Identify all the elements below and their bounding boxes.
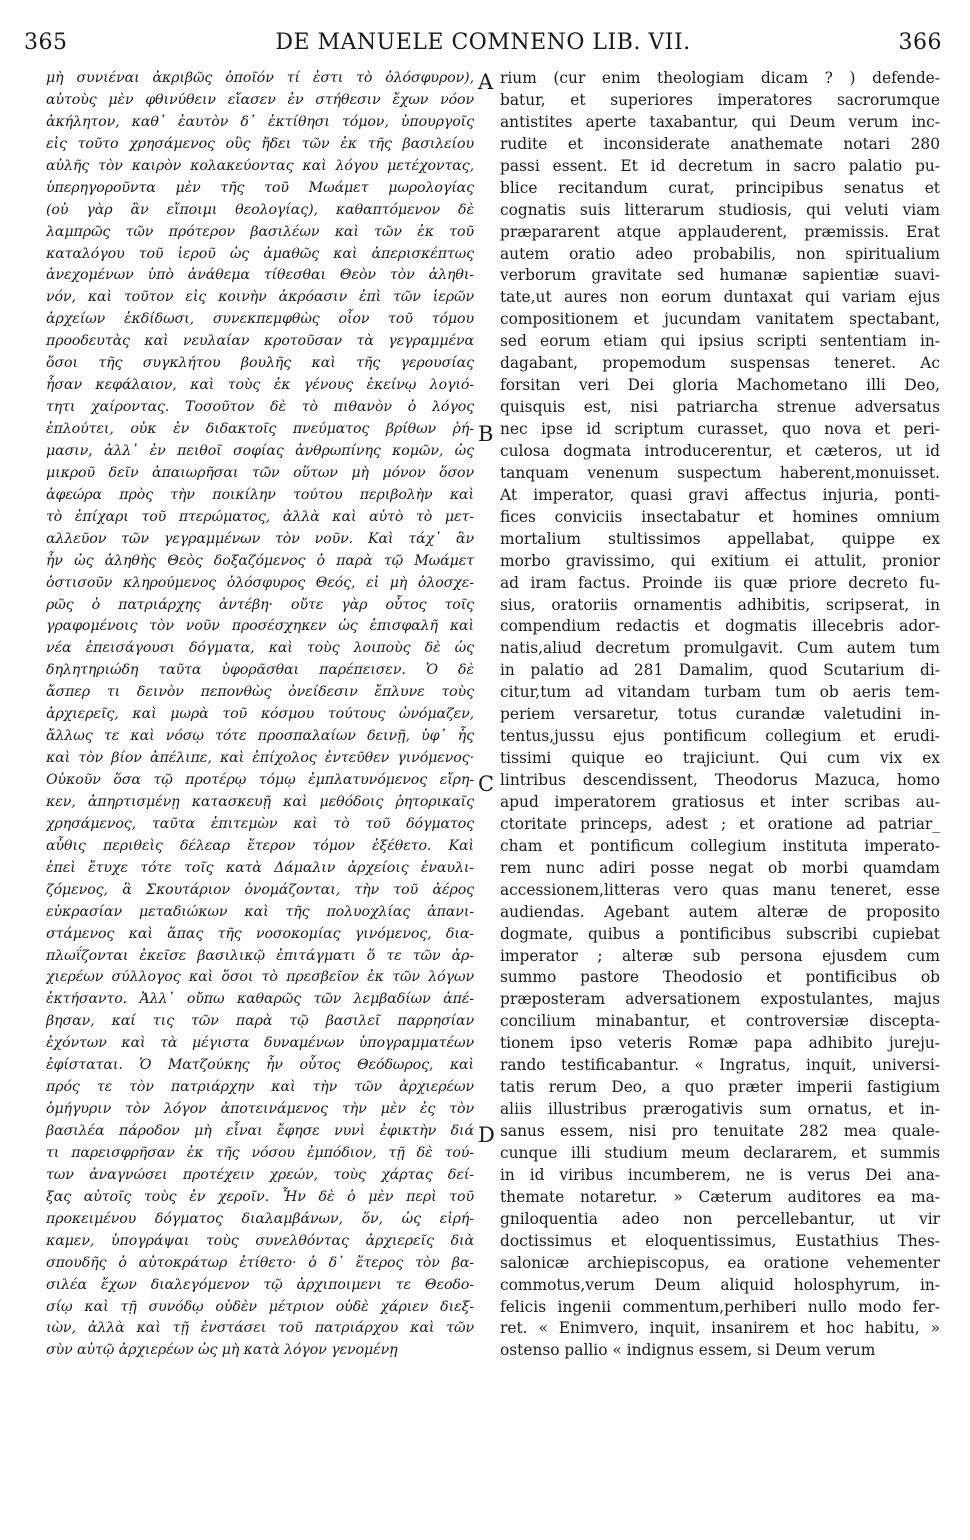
greek-text-line: ἀκήλητον, καθ᾽ ἑαυτὸν δ᾽ ἐκτίθησι τόμον, ὑπουργοῖς <box>46 113 474 130</box>
latin-text-line: forsitan veri Dei gloria Machometano illi Deo, <box>500 376 940 395</box>
greek-text-line: ιὼν, ἀλλὰ καὶ τῇ ἐνστάσει τοῦ πατριάρχου καὶ τῶν <box>46 1320 474 1337</box>
latin-text-line: sanus essem, nisi pro tenuitate 282 mea quale- <box>500 1122 940 1140</box>
latin-text-line: compositionem et jucundam vanitatem spectabant, <box>500 310 940 329</box>
greek-text-line: εὐκρασίαν μεταδιώκων καὶ τῆς πολυοχλίας ἀπανι- <box>46 903 474 920</box>
latin-text-line: passi essent. Et id decretum in sacro palatio pu- <box>500 156 940 175</box>
latin-text-line: rem nunc adiri posse negat ob morbi quamdam <box>500 858 940 877</box>
latin-text-line: in palatio ad 281 Damalim, quod Scutarium di- <box>500 661 940 680</box>
section-marker-d: D <box>478 1123 495 1147</box>
greek-text-line: ἐφίσταται. Ὁ Ματζούκης ἦν οὗτος Θεόδωρος, καὶ <box>46 1057 474 1074</box>
greek-text-line: κεν, ἀπηρτισμένῃ κατασκευῇ καὶ μεθόδοις ῥητορικαῖς <box>46 793 474 810</box>
latin-text-line: culosa dogmata introducerentur, et cæteros, ut id <box>500 441 940 460</box>
latin-text-line: in id viribus incumberem, ne is verus Dei ana- <box>500 1165 940 1184</box>
greek-text-line: ζόμενος, ἃ Σκουτάριον ὀνομάζονται, τὴν τοῦ ἀέρος <box>46 881 474 898</box>
latin-text-line: tanquam venenum suspectum haberent,monuisset. <box>500 463 940 482</box>
greek-text-line: τητι χαίροντας. Τοσοῦτον δὲ τὸ πιθανὸν ὁ λόγος <box>46 399 474 416</box>
greek-text-line: ὁστισοῦν κληρούμενος ὁλόσφυρος Θεός, εἰ μὴ ὁλοσχε- <box>46 574 474 591</box>
greek-text-line: ἄλλως τε καὶ νόσῳ τότε προσπαλαίων δεινῇ, ὑφ᾽ ἧς <box>46 728 474 745</box>
latin-text-line: ret. « Enimvero, inquit, insanirem et hoc habitu, » <box>500 1319 940 1338</box>
greek-text-line: ἀρχείων ἐκδίδωσι, συνεκπεμφθὼς οἷον τοῦ τόμου <box>46 311 474 328</box>
page-header <box>24 30 942 64</box>
greek-text-line: ἐχόντων καὶ τὰ μέγιστα δυναμένων ὑπογραμματέων <box>46 1035 474 1052</box>
latin-text-line: rium (cur enim theologiam dicam ? ) defende- <box>500 69 940 87</box>
greek-text-line: σὺν αὐτῷ ἀρχιερέων ὡς μὴ κατὰ λόγον γενομένῃ <box>46 1342 398 1359</box>
greek-text-line: μικροῦ δεῖν ἀπαιωρῆσαι τῶν οὕτων μὴ μόνον ὅσον <box>46 464 474 481</box>
latin-text-line: imperator ; alteræ sub persona ejusdem cum <box>500 946 940 965</box>
latin-text-line: accessionem,litteras vero quas manu teneret, esse <box>500 880 940 899</box>
section-marker-c: C <box>478 772 495 796</box>
greek-text-line: χιερέων σύλλογος καὶ ὅσοι τὸ πρεσβεῖον ἐκ τῶν λόγων <box>46 969 474 986</box>
greek-text-line: προοδευτὰς καὶ νευλαίαν κροτοῦσαν τὰ γεγραμμένα <box>46 333 474 350</box>
greek-text-line: σιλέα ἔχων διαλεγόμενον τῷ ἀρχιποιμενι τε Θεοδο- <box>46 1276 474 1293</box>
greek-text-line: μὴ συνιέναι ἀκριβῶς ὁποῖόν τί ἐστι τὸ ὁλόσφυρον), <box>46 70 474 86</box>
greek-text-line: χρησάμενος, ταῦτα ἐπιτεμὼν καὶ τὸ τοῦ δόγματος <box>46 815 474 832</box>
greek-text-line: τὸ ἐπίχαρι τοῦ πτερώματος, ἀλλὰ καὶ αὐτὸ τὸ μετ- <box>46 508 474 525</box>
greek-text-line: πρός τε τὸν πατριάρχην καὶ τὴν τῶν ἀρχιερέων <box>46 1079 474 1096</box>
greek-text-line: ἐπεὶ ἔτυχε τότε τοῖς κατὰ Δάμαλιν ἀρχείοις ἐναυλι- <box>46 859 474 876</box>
page-number-right: 366 <box>898 30 942 55</box>
greek-text-line: αὐτοὺς μὲν φθινύθειν εἴασεν ἐν στήθεσιν ἔχων νόον <box>46 91 474 108</box>
greek-text-line: καμεν, ὑπογράψαι τοὺς συνελθόντας ἀρχιερεῖς διὰ <box>46 1232 474 1249</box>
greek-text-line: βασιλέα πάροδον μὴ εἶναι ἔφησε νυνὶ ἐφικτὴν διά <box>46 1123 474 1139</box>
greek-text-line: των ἀναγνώσει προτέχειν χρεών, τοὺς χάρτας δεί- <box>46 1166 474 1183</box>
latin-text-line: sius, oratoriis ornamentis adhibitis, scripserat, in <box>500 595 940 614</box>
greek-text-line: ἄσπερ τι δεινὸν πεπονθὼς ὀνείδεσιν ἔπλυνε τοὺς <box>46 684 474 701</box>
latin-text-line: tissimi quique eo trajiciunt. Qui cum vix ex <box>500 749 940 768</box>
latin-text-line: morbo gravissimo, qui exitium ei attulit, pronior <box>500 551 940 570</box>
latin-text-line: ostenso pallio « indignus essem, si Deum verum <box>500 1341 876 1360</box>
latin-text-line: quisquis est, nisi patriarcha strenue adversatus <box>500 398 940 417</box>
greek-text-line: ὑπερηγοροῦντα μὲν τῆς τοῦ Μωάμετ μωρολογίας <box>46 179 474 196</box>
latin-text-line: mortalium stultissimos appellabat, quippe ex <box>500 529 940 548</box>
latin-text-line: batur, et superiores imperatores sacrorumque <box>500 90 940 109</box>
greek-text-line: πλωΐζονται ἐκεῖσε βασιλικῷ ἐπιτάγματι ὅ τε τῶν ἀρ- <box>46 947 474 964</box>
latin-text-line: commotus,verum Deum aliquid holosphyrum, in- <box>500 1275 940 1294</box>
latin-text-line: At imperator, quasi gravi affectus injuria, ponti- <box>500 485 940 504</box>
greek-text-line: ὅσοι τῆς συγκλήτου βουλῆς καὶ τῆς γερουσίας <box>46 355 474 372</box>
latin-text-line: tentus,jussu ejus pontificum collegium et erudi- <box>500 727 940 746</box>
greek-text-line: εἰς τοῦτο χρησάμενος οὓς ἤδει τῶν ἐκ τῆς βασιλείου <box>46 135 474 152</box>
latin-text-line: lintribus descendissent, Theodorus Mazuca, homo <box>500 771 940 789</box>
latin-text-line: doctissimus et eloquentissimus, Eustathius Thes- <box>500 1231 940 1250</box>
latin-text-line: verborum gravitate sed humanæ sapientiæ suavi- <box>500 266 940 285</box>
greek-text-line: σίῳ καὶ τῇ συνόδῳ οὐδὲν μέτριον οὐδὲ χάριεν διεξ- <box>46 1298 474 1315</box>
greek-text-line: ἐκτήσαντο. Ἀλλ᾽ οὔπω καθαρῶς τῶν λεμβαδίων ἀπέ- <box>46 991 474 1008</box>
latin-text-line: rudite et inconsiderate anathemate notari 280 <box>500 134 940 153</box>
latin-text-line: tate,ut aures non eorum duntaxat qui variam ejus <box>500 288 940 307</box>
latin-text-line: periem versaretur, totus curandæ valetudini in- <box>500 705 940 724</box>
greek-text-line: δηλητηριώδη ταῦτα ὑφορᾶσθαι παρέπεισεν. Ὁ δὲ <box>46 662 474 679</box>
latin-text-line: apud imperatorem gratiosus et inter scribas au- <box>500 792 940 811</box>
greek-text-line: τι παρεισφρῆσαν ἐκ τῆς νόσου ἐμπόδιον, τῇ δὲ τού- <box>46 1144 474 1161</box>
latin-text-line: autem oratio adeo probabilis, non spiritualium <box>500 244 940 263</box>
greek-text-line: (οὐ γὰρ ἂν εἴποιμι θεολογίας), καθαπτόμενον δὲ <box>46 201 474 218</box>
greek-text-line: γραφομένοις τὸν νοῦν προσέσχηκεν ὡς ἐπισφαλῆ καὶ <box>46 618 474 635</box>
latin-text-line: antistites aperte taxabantur, qui Deum verum inc- <box>500 112 940 131</box>
section-marker-a: A <box>478 70 494 94</box>
greek-text-line: βησαν, καί τις τῶν παρὰ τῷ βασιλεῖ παρρησίαν <box>46 1013 474 1030</box>
greek-text-line: προκειμένου δόγματος διαλαμβάνων, ὅν, ὡς εἰρή- <box>46 1210 474 1227</box>
latin-text-line: concilium minabantur, et controversiæ discepta- <box>500 1012 940 1031</box>
greek-text-line: ἐπλούτει, οὐκ ἐν διδακτοῖς πνεύματος βρίθων ῥή- <box>46 421 474 437</box>
greek-text-line: ξας αὐτοῖς τοὺς ἐν χεροῖν. Ἦν δὲ ὁ μὲν περὶ τοῦ <box>46 1188 474 1205</box>
latin-text-line: tionem ipso veteris Romæ papa adhibito jureju- <box>500 1034 940 1053</box>
greek-text-line: ρῶς ὁ πατριάρχης ἀντέβη· οὔτε γὰρ οὗτος τοῖς <box>46 596 474 613</box>
latin-text-line: felicis ingenii commentum,perhiberi nullo modo fer- <box>500 1297 940 1316</box>
greek-text-line: ἀρχιερεῖς, καὶ μωρὰ τοῦ κόσμου τούτους ὠνόμαζεν, <box>46 706 474 723</box>
latin-text-line: citur,tum ad vitandam turbam tum ob aeris tem- <box>500 683 940 702</box>
greek-text-line: ἀνεχομένων ὑπὸ ἀνάθεμα τίθεσθαι Θεὸν τὸν ἀληθι- <box>46 267 474 284</box>
greek-text-line: νέα ἐπεισάγουσι δόγματα, καὶ τοὺς λοιποὺς δὲ ὡς <box>46 640 474 657</box>
latin-text-line: natis,aliud decretum promulgavit. Cum autem tum <box>500 639 940 658</box>
greek-text-line: λαμπρῶς τῶν πρότερον βασιλέων καὶ τῶν ἐκ τοῦ <box>46 223 474 240</box>
latin-text-line: aliis illustribus prærogativis sum ornatus, et in- <box>500 1100 940 1119</box>
greek-text-line: Οὐκοῦν ὅσα τῷ προτέρῳ τόμῳ ἐμπλατυνόμενος εἴρη- <box>46 772 474 788</box>
latin-text-line: blice recitandum curat, principibus senatus et <box>500 178 940 197</box>
page-number-left: 365 <box>24 30 68 55</box>
latin-text-line: summo pastore Theodosio et pontificibus ob <box>500 968 940 987</box>
latin-text-line: tatis rerum Deo, a quo præter imperii fastigium <box>500 1078 940 1097</box>
latin-text-line: audiendas. Agebant autem alteræ de proposito <box>500 902 940 921</box>
greek-text-line: ἦν ὡς ἀληθὴς Θεὸς δοξαζόμενος ὁ παρὰ τῷ Μωάμετ <box>46 552 474 569</box>
greek-text-line: ἦσαν κεφάλαιον, καὶ τοὺς ἐκ γένους ἐκείνῳ λογιό- <box>46 377 474 394</box>
latin-text-line: cunque illi studium meum declararem, et summis <box>500 1143 940 1162</box>
greek-text-line: καταλόγου τοῦ ἱεροῦ ὡς ἀμαθῶς καὶ ἀπερισκέπτως <box>46 245 474 262</box>
latin-text-line: ctoritate princeps, adest ; et oratione ad patriar_ <box>500 814 940 833</box>
latin-text-line: cognatis suis litterarum studiosis, qui veluti viam <box>500 200 940 219</box>
latin-text-line: cham et pontificum collegium instituta imperato- <box>500 836 940 855</box>
latin-text-line: thematе notaretur. » Cæterum auditores ea ma- <box>500 1187 940 1206</box>
latin-text-line: compendium redactis et dogmatis illecebris ador- <box>500 617 940 636</box>
latin-text-line: dogmate, quibus a pontificibus subscribi cupiebat <box>500 924 940 943</box>
greek-text-line: καὶ τὸν βίον ἀπέλιπε, καὶ ἐπίχολος ἐντεῦθεν γινόμενος· <box>46 750 474 767</box>
greek-text-line: αὐλῆς τὸν καιρὸν κολακεύοντας καὶ λόγου μετέχοντας, <box>46 157 474 174</box>
greek-text-line: στάμενος καὶ ἅπας τῆς νοσοκομίας γινόμενος, δια- <box>46 925 474 942</box>
section-marker-b: B <box>478 422 494 446</box>
latin-text-line: dagabant, propemodum suspensas teneret. Ac <box>500 354 940 373</box>
latin-text-line: salonicæ archiepiscopus, ea oratione vehementer <box>500 1253 940 1272</box>
greek-text-line: νόν, καὶ τοῦτον εἰς κοινὴν ἀκρόασιν ἐπὶ τῶν ἱερῶν <box>46 289 474 306</box>
greek-text-line: μασιν, ἀλλ᾽ ἐν πειθοῖ σοφίας ἀνθρωπίνης κομῶν, ὡς <box>46 442 474 459</box>
running-title: DE MANUELE COMNENO LIB. VII. <box>275 30 691 55</box>
latin-text-line: fices conviciis insectabatur et homines omnium <box>500 507 940 526</box>
greek-column <box>46 68 474 1362</box>
latin-text-line: sed eorum etiam qui ipsius scripti sententiam in- <box>500 332 940 351</box>
latin-text-line: gniloquentia adeo non percellebantur, ut vir <box>500 1209 940 1228</box>
greek-text-line: σπουδῆς ὁ αὐτοκράτωρ ἐτίθετο· ὁ δ᾽ ἕτερος τὸν βα- <box>46 1254 474 1271</box>
latin-text-line: ad iram factus. Proinde iis quæ priore decreto fu- <box>500 573 940 592</box>
greek-text-line: αλλεῦον τῶν γεγραμμένων τὸν νοῦν. Καὶ τάχ᾽ ἂν <box>46 530 474 547</box>
greek-text-line: ἀφεώρα πρὸς τὴν ποικίλην τούτου περιβολὴν καὶ <box>46 486 474 503</box>
latin-text-line: nec ipse id scriptum curasset, quo nova et peri- <box>500 420 940 438</box>
latin-text-line: præposteram adversationem expostulantes, majus <box>500 990 940 1009</box>
greek-text-line: αὖθις περιθεὶς δέλεαρ ἕτερον τόμον ἐξέθετο. Καὶ <box>46 837 474 854</box>
latin-text-line: præpararent atque applauderent, præmissis. Erat <box>500 222 940 241</box>
latin-text-line: rando testificabantur. « Ingratus, inquit, universi- <box>500 1056 940 1075</box>
greek-text-line: ὁμήγυριν τὸν λόγον ἀποτεινάμενος τὴν μὲν ἐς τὸν <box>46 1101 474 1118</box>
latin-column <box>500 68 940 1362</box>
